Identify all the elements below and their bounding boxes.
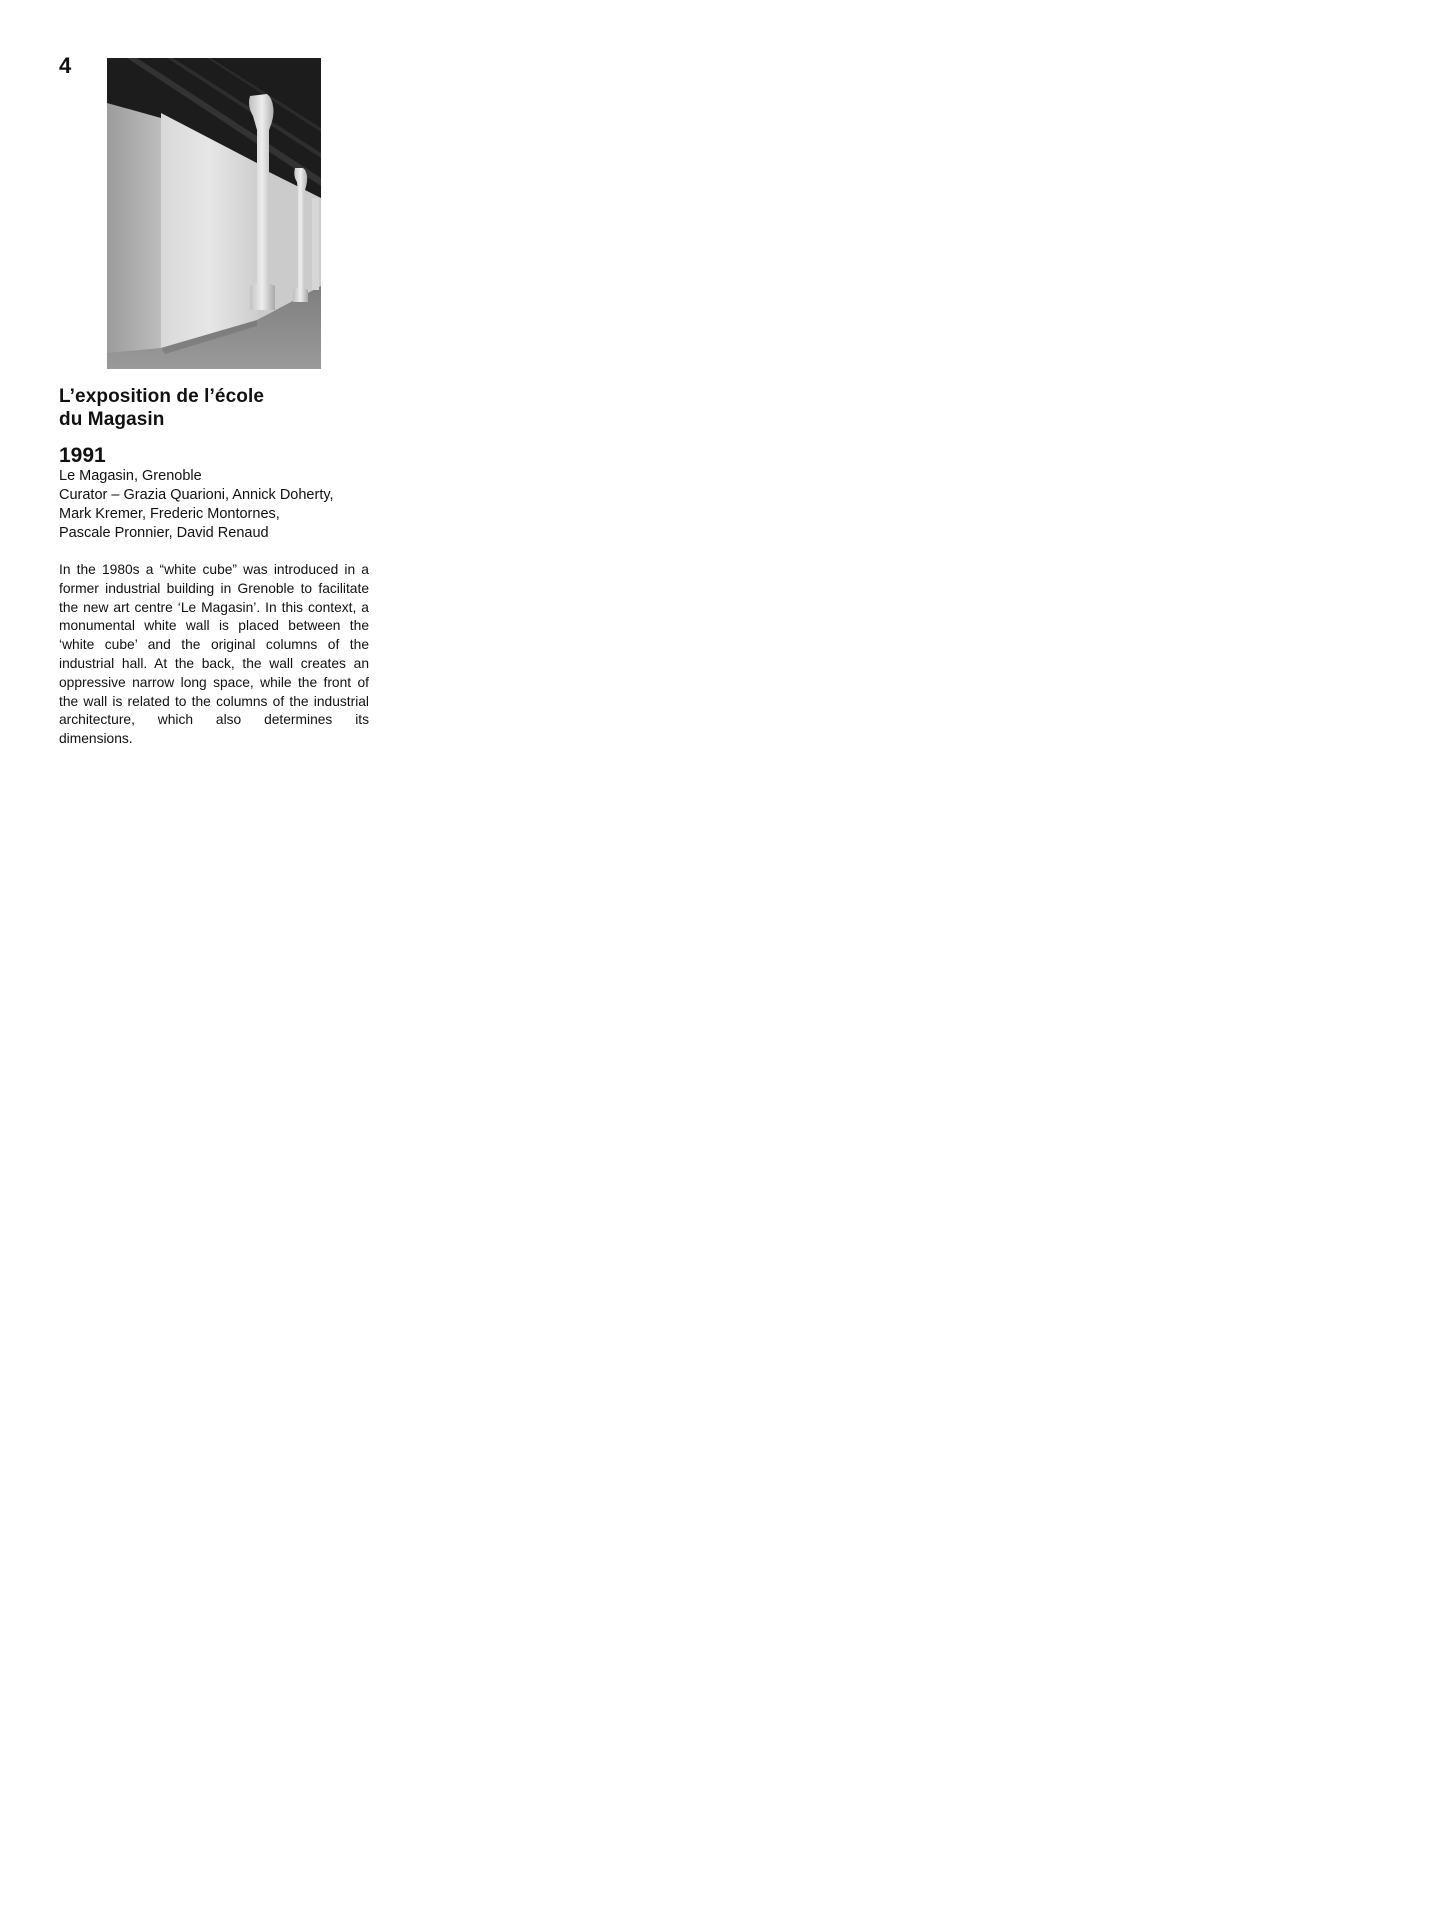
exhibition-photo bbox=[107, 58, 321, 369]
page-number: 4 bbox=[59, 53, 72, 78]
exhibition-title bbox=[59, 385, 369, 431]
exhibition-entry bbox=[59, 385, 369, 749]
exhibition-meta bbox=[59, 467, 369, 543]
exhibition-title-line-1: L’exposition de l’école bbox=[59, 386, 265, 407]
exhibition-curators-line-3: Pascale Pronnier, David Renaud bbox=[59, 525, 269, 541]
exhibition-description: In the 1980s a “white cube” was introduced in a former industrial building in Grenoble to facilitate the new art centre ‘Le Magasin’. In this context, a monumental white wall is placed between the ‘white cube’ and the original columns of the industrial hall. At the back, the wall creates an oppressive narrow long space, while the front of the wall is related to the columns of the industrial architecture, which also determines its dimensions. bbox=[59, 562, 369, 747]
exhibition-curators-line-2: Mark Kremer, Frederic Montornes, bbox=[59, 506, 280, 522]
exhibition-venue: Le Magasin, Grenoble bbox=[59, 468, 202, 484]
exhibition-title-line-2: du Magasin bbox=[59, 409, 165, 430]
exhibition-photo-illustration bbox=[107, 58, 321, 369]
exhibition-curators-line-1: Curator – Grazia Quarioni, Annick Doherty, bbox=[59, 487, 334, 503]
exhibition-year: 1991 bbox=[59, 444, 106, 467]
